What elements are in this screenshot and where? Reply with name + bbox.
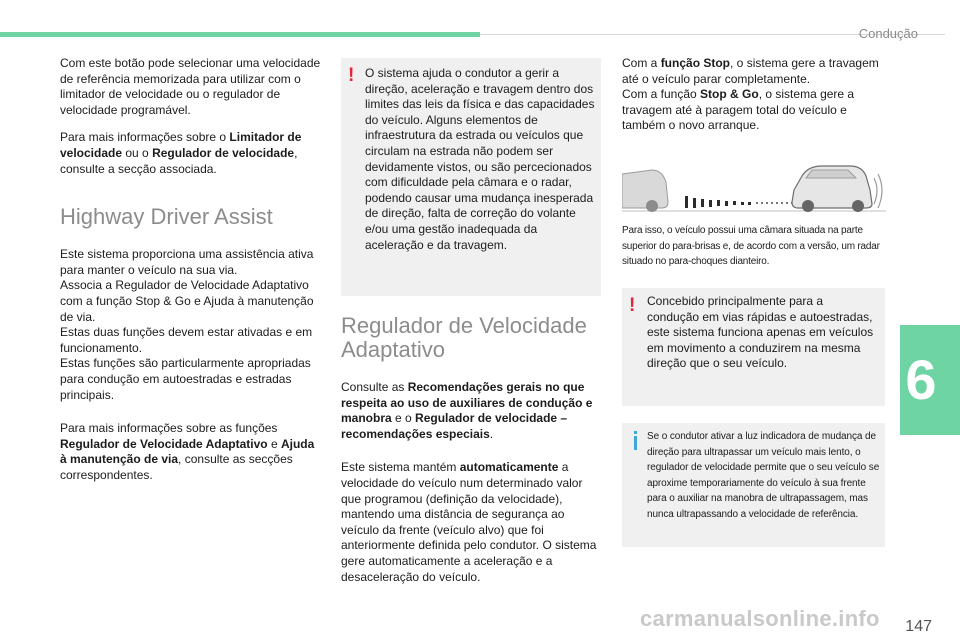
paragraph: Este sistema mantém automaticamente a velocidade do veículo num determinado valor que programou (definição da velocidade), mantendo uma distância de segurança ao veículo da frente (veículo alvo) que foi anteriormente definida pelo condutor. O sistema gere automaticamente a aceleração e a desaceleração do veículo.	[341, 460, 597, 584]
info-icon	[634, 431, 637, 434]
following-car	[622, 170, 668, 208]
column-middle	[341, 314, 603, 585]
watermark: carmanualsonline.info	[640, 606, 880, 631]
warning-icon: !	[348, 65, 355, 86]
paragraph: Este sistema proporciona uma assistência ativa para manter o veículo na sua via.	[60, 247, 314, 277]
info-icon-bar	[634, 436, 637, 450]
paragraph: Com a função Stop, o sistema gere a travagem até o veículo parar completamente. Com a função Stop & Go, o sistema gere a travagem até à paragem total do veículo e também o novo arranque.	[622, 56, 879, 133]
section-heading: Regulador de Velocidade Adaptativo	[341, 313, 587, 362]
section-heading: Highway Driver Assist	[60, 204, 273, 230]
wheel-icon	[802, 200, 814, 212]
car-illustration	[622, 160, 886, 214]
chapter-number: 6	[905, 348, 937, 411]
paragraph: Estas duas funções devem estar ativadas e em funcionamento.	[60, 325, 313, 355]
chapter-title: Condução	[858, 26, 918, 41]
info-box	[622, 423, 885, 547]
column-right	[622, 56, 884, 134]
warning-box	[341, 58, 601, 296]
paragraph: Estas funções são particularmente apropriadas para condução em autoestradas e estradas principais.	[60, 356, 311, 402]
page-number: 147	[905, 618, 932, 635]
warning-box	[622, 288, 885, 406]
paragraph: Associa a Regulador de Velocidade Adaptativo com a função Stop & Go e Ajuda à manutenção de via.	[60, 278, 314, 324]
info-text: Se o condutor ativar a luz indicadora de mudança de direção para ultrapassar um veículo mais lento, o regulador de velocidade permite que o seu veículo se aproxime temporariamente do veículo à sua frente para o auxiliar na manobra de ultrapassagem, mas nunca ultrapassando a velocidade de referência.	[647, 431, 880, 520]
wheel-icon	[646, 200, 658, 212]
paragraph: Com este botão pode selecionar uma velocidade de referência memorizada para utilizar com o limitador de velocidade ou o regulador de velocidade programável.	[60, 56, 321, 117]
column-left	[60, 56, 322, 483]
header-accent-bar	[0, 32, 480, 37]
warning-text: Concebido principalmente para a condução em vias rápidas e autoestradas, este sistema funciona apenas em veículos em movimento a conduzirem na mesma direção que o seu veículo.	[647, 294, 874, 371]
wheel-icon	[852, 200, 864, 212]
warning-text: O sistema ajuda o condutor a gerir a direção, aceleração e travagem dentro dos limites das leis da física e das capacidades do veículo. Alguns elementos de infraestrutura da estrada ou veículos que circulam na estrada não podem ser devidamente vistos, ou são percecionados com dificuldade pela câmara e o radar, podendo causar uma mudança inesperada de direção, falta de correção do volante e/ou uma gestão inadequada da aceleração e da travagem.	[365, 66, 595, 252]
radar-signal-icon	[685, 196, 794, 208]
paragraph: Consulte as Recomendações gerais no que respeita ao uso de auxiliares de condução e manobra e o Regulador de velocidade – recomendações especiais.	[341, 380, 593, 441]
image-caption: Para isso, o veículo possui uma câmara situada na parte superior do para-brisas e, de acordo com a versão, um radar situado no para-choques dianteiro.	[622, 225, 880, 268]
paragraph: Para mais informações sobre as funções Regulador de Velocidade Adaptativo e Ajuda à manutenção de via, consulte as secções correspondentes.	[60, 421, 315, 482]
paragraph: Para mais informações sobre o Limitador de velocidade ou o Regulador de velocidade, consulte a secção associada.	[60, 130, 302, 176]
radar-wave-icon	[874, 174, 882, 208]
warning-icon: !	[629, 295, 636, 316]
